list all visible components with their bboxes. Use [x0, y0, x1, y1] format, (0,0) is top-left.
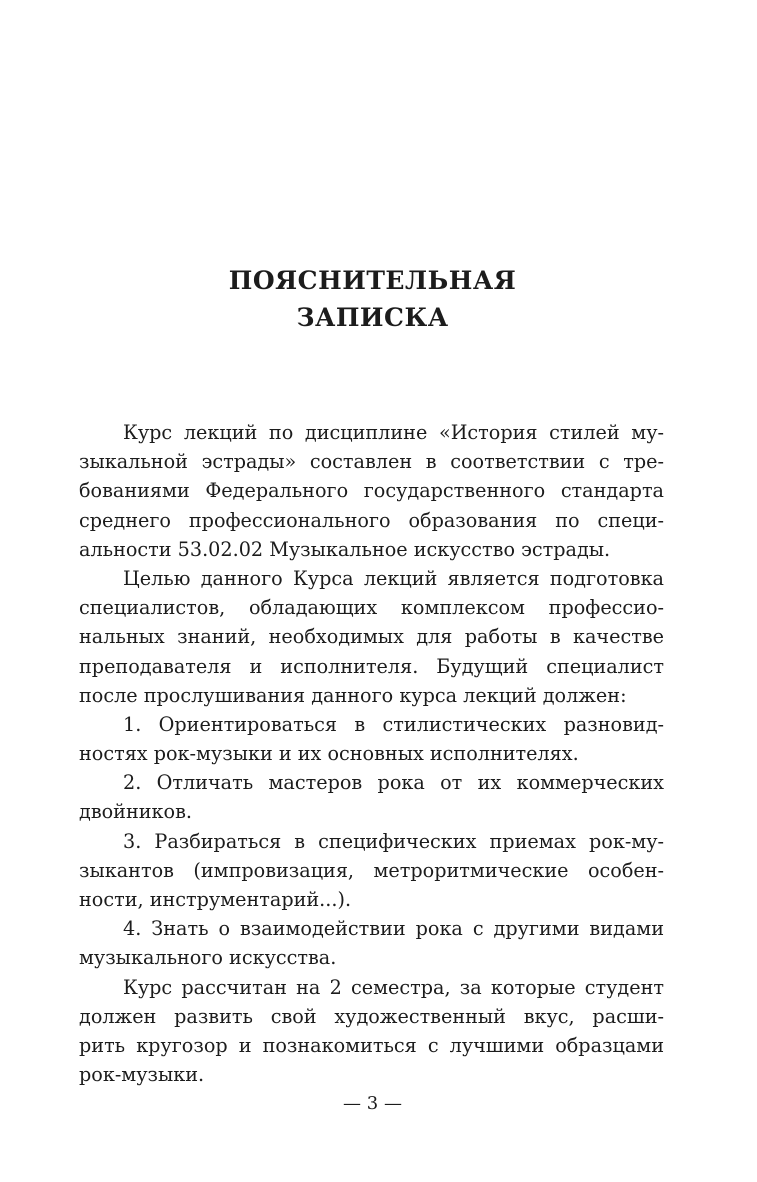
list-item-line: 3. Разбираться в специфических приемах рок-му-: [123, 829, 664, 853]
list-item-line: 4. Знать о взаимодействии рока с другими видами: [123, 917, 664, 941]
text-line: после прослушивания данного курса лекций должен:: [79, 683, 627, 707]
text-line: нальных знаний, необходимых для работы в качестве: [79, 625, 664, 649]
text-line: рить кругозор и познакомиться с лучшими образцами: [79, 1033, 664, 1057]
list-item-line: 1. Ориентироваться в стилистических разновид-: [123, 712, 664, 736]
title-line-2: ЗАПИСКА: [296, 303, 449, 332]
text-line: альности 53.02.02 Музыкальное искусство эстрады.: [79, 537, 611, 561]
page-title: [0, 262, 745, 336]
text-line: преподавателя и исполнителя. Будущий специалист: [79, 654, 664, 678]
list-item-line: музыкального искусства.: [79, 946, 337, 970]
list-item-line: ности, инструментарий...).: [79, 888, 352, 911]
list-item-line: ностях рок-музыки и их основных исполнителях.: [79, 742, 579, 766]
text-line: Курс лекций по дисциплине «История стилей му-: [123, 421, 664, 444]
text-line: Целью данного Курса лекций является подготовка: [123, 566, 664, 590]
title-line-1: ПОЯСНИТЕЛЬНАЯ: [228, 266, 517, 295]
body-text: [79, 418, 664, 1089]
text-line: рок-музыки.: [79, 1063, 205, 1087]
text-line: среднего профессионального образования по специ-: [79, 508, 664, 532]
text-line: специалистов, обладающих комплексом профессио-: [79, 596, 664, 620]
page-number: — 3 —: [343, 1093, 402, 1114]
list-item-line: зыкантов (импровизация, метроритмические особен-: [79, 858, 664, 882]
list-item-line: двойников.: [79, 800, 192, 824]
text-line: бованиями Федерального государственного стандарта: [79, 479, 664, 503]
text-line: зыкальной эстрады» составлен в соответствии с тре-: [79, 450, 664, 474]
text-line: Курс рассчитан на 2 семестра, за которые студент: [123, 975, 664, 999]
text-line: должен развить свой художественный вкус, расши-: [79, 1004, 664, 1028]
list-item-line: 2. Отличать мастеров рока от их коммерческих: [123, 771, 664, 795]
